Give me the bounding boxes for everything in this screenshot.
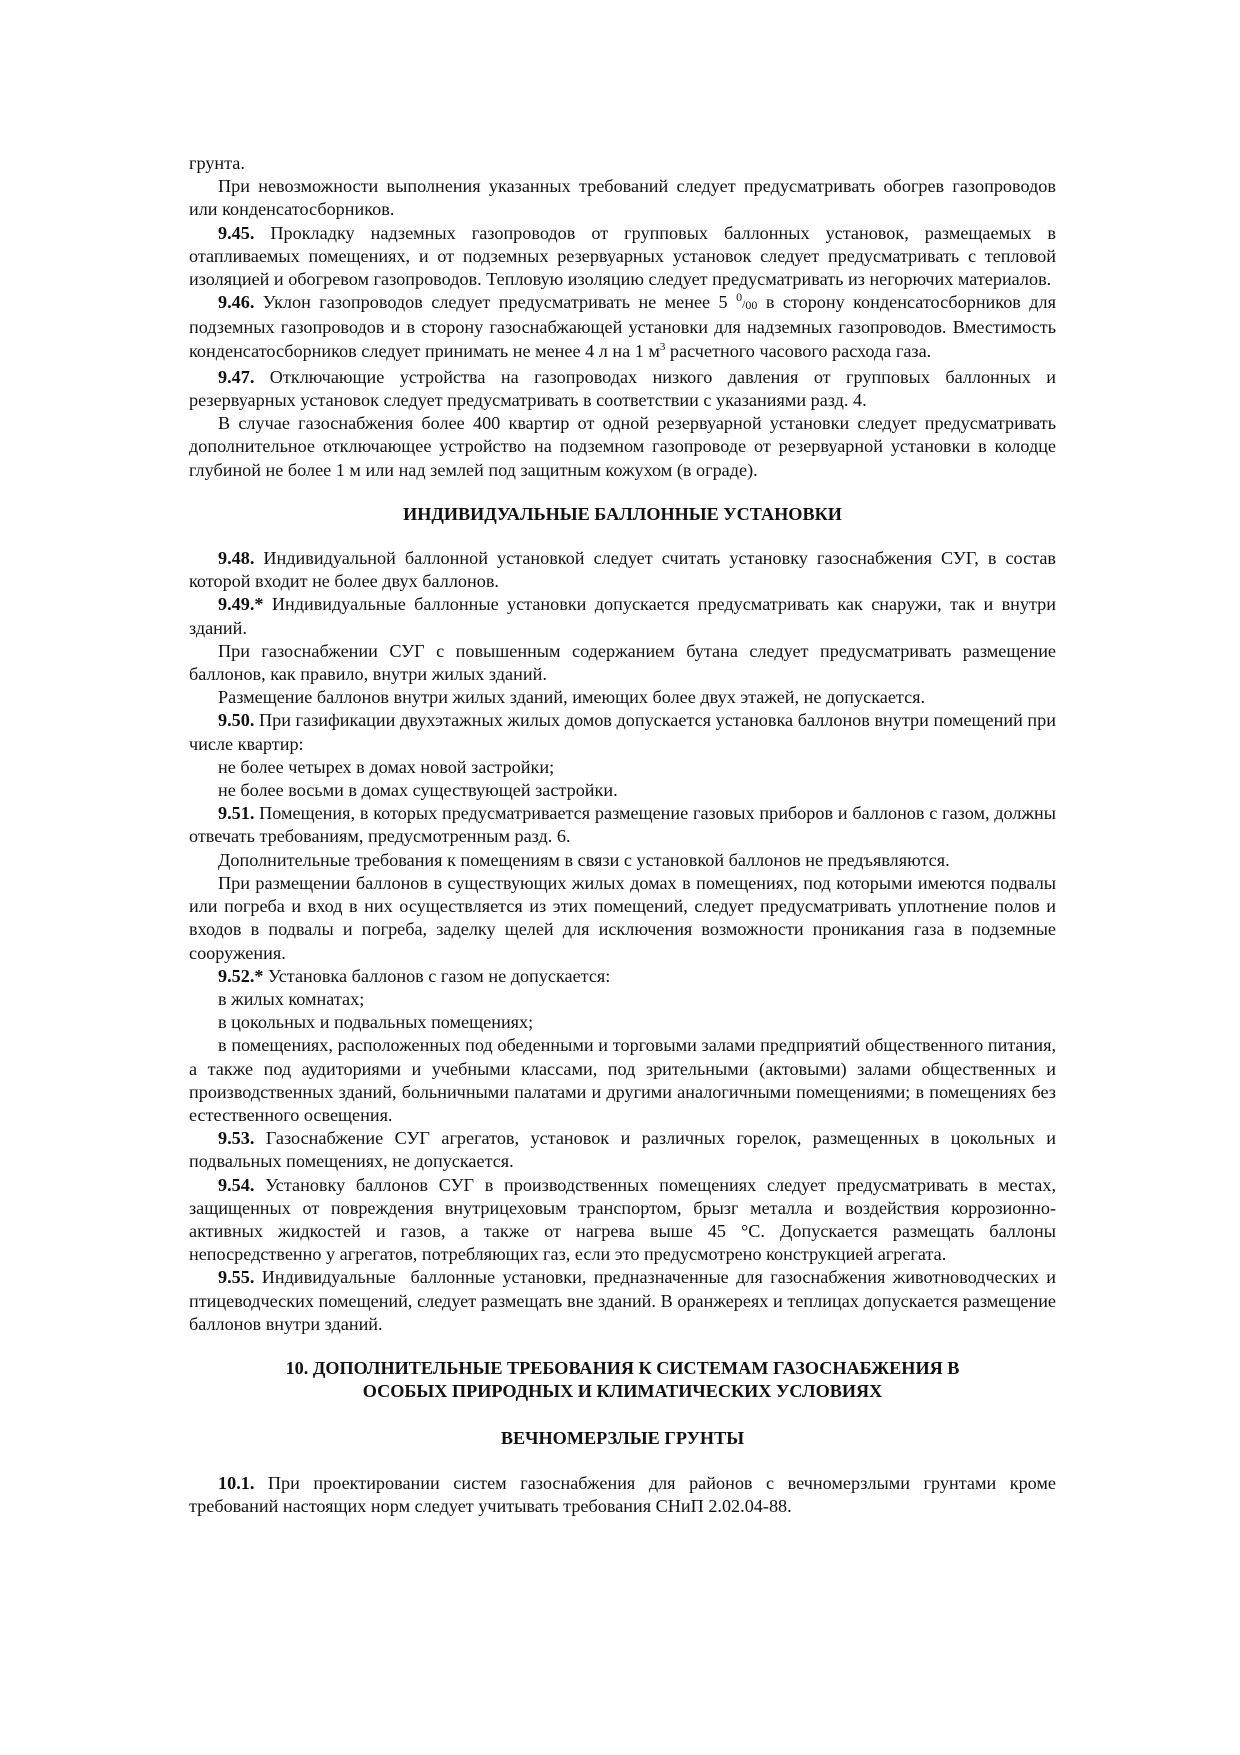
section-heading: ВЕЧНОМЕРЗЛЫЕ ГРУНТЫ — [500, 1428, 745, 1449]
per-mille-sign: 0/00 — [736, 290, 758, 313]
list-item: не более восьми в домах существующей застройки. — [218, 780, 618, 801]
paragraph: грунта. — [189, 153, 245, 173]
list-item: в цокольных и подвальных помещениях; — [218, 1012, 534, 1033]
clause-9-54: 9.54. Установку баллонов СУГ в производственных помещениях следует предусматривать в местах, защищенных от повреждения внутрицеховым транспортом, брызг металла и воздействия коррозионно-активных жидкостей и газов, а также от нагрева выше 45 °С. Допускается размещать баллоны непосредственно у агрегатов, потребляющих газ, если это предусмотрено конструкцией агрегата. — [189, 1174, 1056, 1265]
list-item: не более четырех в домах новой застройки; — [218, 756, 555, 777]
document-page — [189, 152, 1061, 1518]
section-heading: ИНДИВИДУАЛЬНЫЕ БАЛЛОННЫЕ УСТАНОВКИ — [403, 503, 842, 524]
clause-number: 9.54. — [218, 1174, 255, 1195]
clause-9-55: 9.55. Индивидуальные баллонные установки, предназначенные для газоснабжения животноводческих и птицеводческих помещений, следует размещать вне зданий. В оранжереях и теплицах допускается размещение баллонов внутри зданий. — [189, 1267, 1061, 1334]
clause-number: 9.51. — [218, 803, 255, 824]
clause-number: 9.52.* — [218, 965, 264, 986]
clause-9-47: 9.47. Отключающие устройства на газопроводах низкого давления от групповых баллонных и резервуарных установок следует предусматривать в соответствии с указаниями разд. 4. — [189, 366, 1056, 411]
clause-9-53: 9.53. Газоснабжение СУГ агрегатов, установок и различных горелок, размещенных в цокольных и подвальных помещениях, не допускается. — [189, 1128, 1056, 1172]
clause-number: 9.45. — [218, 222, 255, 243]
clause-number: 10.1. — [218, 1472, 255, 1493]
clause-number: 9.48. — [218, 548, 255, 569]
clause-9-52: 9.52.* Установка баллонов с газом не допускается: — [218, 965, 611, 986]
paragraph: При газоснабжении СУГ с повышенным содержанием бутана следует предусматривать размещение баллонов, как правило, внутри жилых зданий. — [189, 640, 1056, 685]
chapter-heading: 10. ДОПОЛНИТЕЛЬНЫЕ ТРЕБОВАНИЯ К СИСТЕМАМ ГАЗОСНАБЖЕНИЯ В ОСОБЫХ ПРИРОДНЫХ И КЛИМАТИЧЕСКИХ УСЛОВИЯХ — [285, 1357, 960, 1402]
list-item: в жилых комнатах; — [218, 988, 365, 1009]
clause-number: 9.55. — [218, 1267, 255, 1288]
clause-number: 9.46. — [218, 292, 255, 313]
paragraph: Размещение баллонов внутри жилых зданий, имеющих более двух этажей, не допускается. — [218, 687, 926, 708]
paragraph: При размещении баллонов в существующих жилых домах в помещениях, под которыми имеются подвалы или погреба и вход в них осуществляется из этих помещений, следует предусматривать уплотнение полов и входов в подвалы и погреба, заделку щелей для исключения возможности проникания газа в подземные сооружения. — [189, 872, 1056, 963]
clause-number: 9.50. — [218, 710, 255, 731]
clause-10-1: 10.1. При проектировании систем газоснабжения для районов с вечномерзлыми грунтами кроме требований настоящих норм следует учитывать требования СНиП 2.02.04-88. — [189, 1472, 1056, 1516]
clause-number: 9.53. — [218, 1128, 255, 1149]
paragraph: При невозможности выполнения указанных требований следует предусматривать обогрев газопроводов или конденсатосборников. — [189, 176, 1056, 220]
list-item: в помещениях, расположенных под обеденными и торговыми залами предприятий общественного питания, а также под аудиториями и учебными классами, под зрительными (актовыми) залами общественных и производственных зданий, больничными палатами и другими аналогичными помещениями; в помещениях без естественного освещения. — [189, 1035, 1056, 1125]
paragraph: Дополнительные требования к помещениям в связи с установкой баллонов не предъявляются. — [218, 849, 950, 870]
clause-number: 9.49.* — [218, 594, 264, 615]
clause-9-50: 9.50. При газификации двухэтажных жилых домов допускается установка баллонов внутри помещений при числе квартир: — [189, 710, 1056, 754]
clause-9-48: 9.48. Индивидуальной баллонной установкой следует считать установку газоснабжения СУГ, в состав которой входит не более двух баллонов. — [189, 548, 1056, 592]
cubic-superscript: 3 — [659, 340, 666, 353]
clause-9-49: 9.49.* Индивидуальные баллонные установки допускается предусматривать как снаружи, так и внутри зданий. — [189, 594, 1057, 638]
clause-9-45: 9.45. Прокладку надземных газопроводов от групповых баллонных установок, размещаемых в отапливаемых помещениях, и от подземных резервуарных установок следует предусматривать с тепловой изоляцией и обогревом газопроводов. Тепловую изоляцию следует предусматривать из негорючих материалов. — [189, 222, 1056, 290]
paragraph: В случае газоснабжения более 400 квартир от одной резервуарной установки следует предусматривать дополнительное отключающее устройство на подземном газопроводе от резервуарной установки в колодце глубиной не более 1 м или над землей под защитным кожухом (в ограде). — [189, 413, 1056, 480]
clause-number: 9.47. — [218, 366, 255, 387]
clause-9-51: 9.51. Помещения, в которых предусматривается размещение газовых приборов и баллонов с газом, должны отвечать требованиям, предусмотренным разд. 6. — [189, 803, 1056, 847]
clause-9-46: 9.46. Уклон газопроводов следует предусматривать не менее 5 0/00 в сторону конденсатосборников для подземных газопроводов и в сторону газоснабжающей установки для надземных газопроводов. Вместимость конденсатосборников следует принимать не менее 4 л на 1 $м^3$ расчетного часового расхода газа. — [189, 290, 1056, 361]
